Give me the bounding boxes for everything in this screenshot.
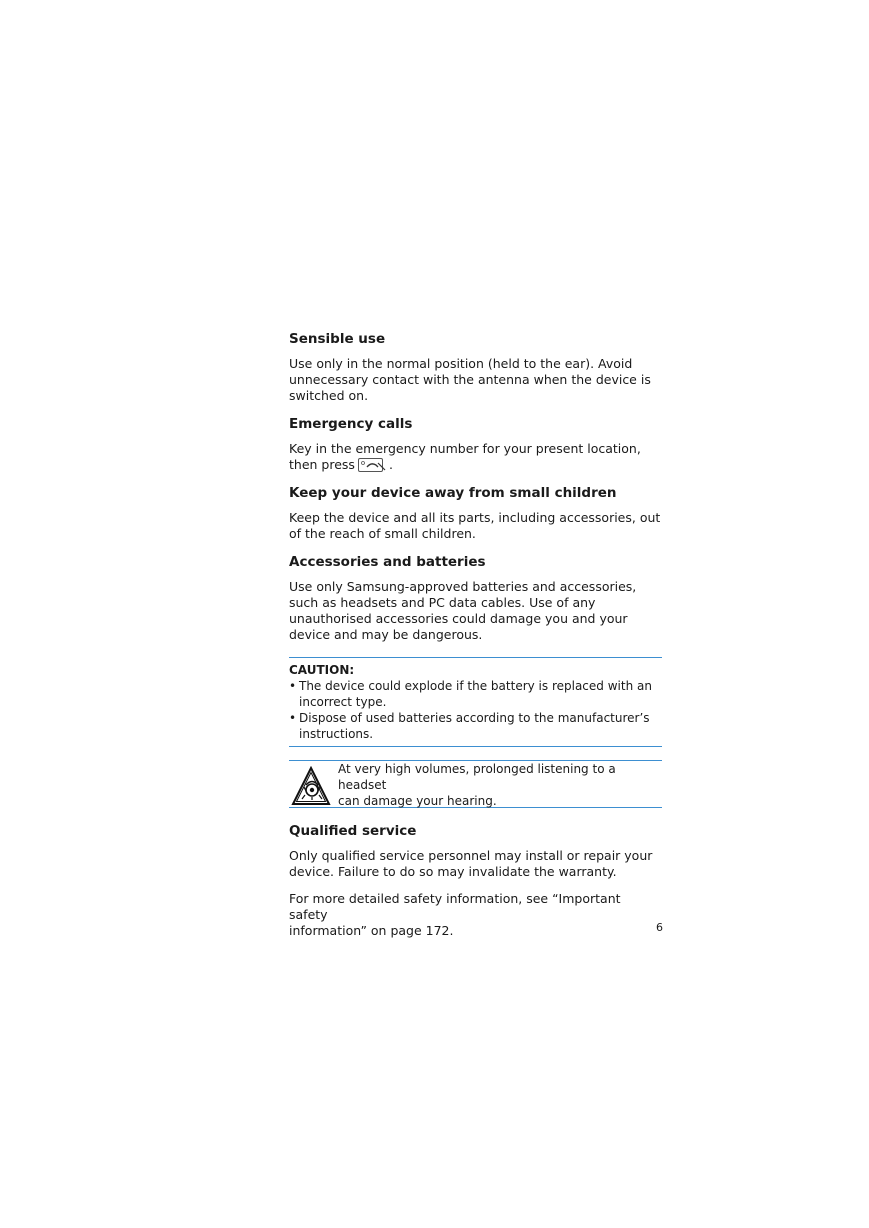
paragraph-qualified-service bbox=[289, 848, 662, 880]
paragraph-line: Use only in the normal position (held to the ear). Avoid bbox=[289, 356, 633, 371]
paragraph-text: then press bbox=[289, 457, 355, 472]
paragraph-line: Key in the emergency number for your present location, bbox=[289, 441, 641, 456]
paragraph-line: Keep the device and all its parts, including accessories, out bbox=[289, 510, 661, 525]
paragraph-line: Use only Samsung-approved batteries and accessories, bbox=[289, 579, 637, 594]
caution-title: CAUTION: bbox=[289, 663, 355, 677]
paragraph-line: For more detailed safety information, see “Important safety bbox=[289, 891, 621, 922]
caution-item-text: instructions. bbox=[299, 727, 374, 741]
caution-item-text: The device could explode if the battery is replaced with an bbox=[299, 679, 652, 693]
caution-item-text: incorrect type. bbox=[299, 695, 387, 709]
paragraph-line: such as headsets and PC data cables. Use of any bbox=[289, 595, 596, 610]
paragraph-line: unauthorised accessories could damage you and your bbox=[289, 611, 628, 626]
hearing-warning-box bbox=[289, 761, 662, 808]
heading-small-children: Keep your device away from small children bbox=[289, 485, 617, 501]
send-key-icon bbox=[358, 458, 388, 472]
page-content bbox=[289, 330, 662, 939]
warning-line: At very high volumes, prolonged listening to a headset bbox=[338, 762, 616, 792]
hearing-warning-text bbox=[338, 761, 662, 809]
paragraph-sensible-use bbox=[289, 356, 662, 404]
bullet: • bbox=[289, 679, 297, 693]
heading-sensible-use: Sensible use bbox=[289, 331, 386, 347]
paragraph-line: of the reach of small children. bbox=[289, 526, 476, 541]
paragraph-line: device and may be dangerous. bbox=[289, 627, 483, 642]
paragraph-text: . bbox=[388, 457, 393, 472]
bullet: • bbox=[289, 711, 297, 725]
heading-emergency-calls: Emergency calls bbox=[289, 416, 413, 432]
divider bbox=[289, 657, 662, 658]
divider bbox=[289, 746, 662, 747]
heading-qualified-service: Qualified service bbox=[289, 823, 417, 839]
caution-item-text: Dispose of used batteries according to the manufacturer’s bbox=[299, 711, 650, 725]
paragraph-line: unnecessary contact with the antenna when the device is bbox=[289, 372, 651, 387]
caution-item bbox=[289, 678, 662, 710]
paragraph-more-info bbox=[289, 891, 662, 939]
paragraph-line: device. Failure to do so may invalidate the warranty. bbox=[289, 864, 617, 879]
paragraph-line: Only qualified service personnel may install or repair your bbox=[289, 848, 653, 863]
paragraph-line: information” on page 172. bbox=[289, 923, 454, 938]
paragraph-small-children bbox=[289, 510, 662, 542]
paragraph-accessories bbox=[289, 579, 662, 643]
paragraph-emergency-calls bbox=[289, 441, 662, 473]
paragraph-line bbox=[289, 457, 662, 473]
hearing-warning-icon bbox=[291, 766, 331, 806]
page-number: 6 bbox=[656, 921, 663, 934]
caution-box bbox=[289, 662, 662, 742]
caution-item bbox=[289, 710, 662, 742]
paragraph-line: switched on. bbox=[289, 388, 369, 403]
warning-line: can damage your hearing. bbox=[338, 794, 497, 808]
heading-accessories: Accessories and batteries bbox=[289, 554, 486, 570]
